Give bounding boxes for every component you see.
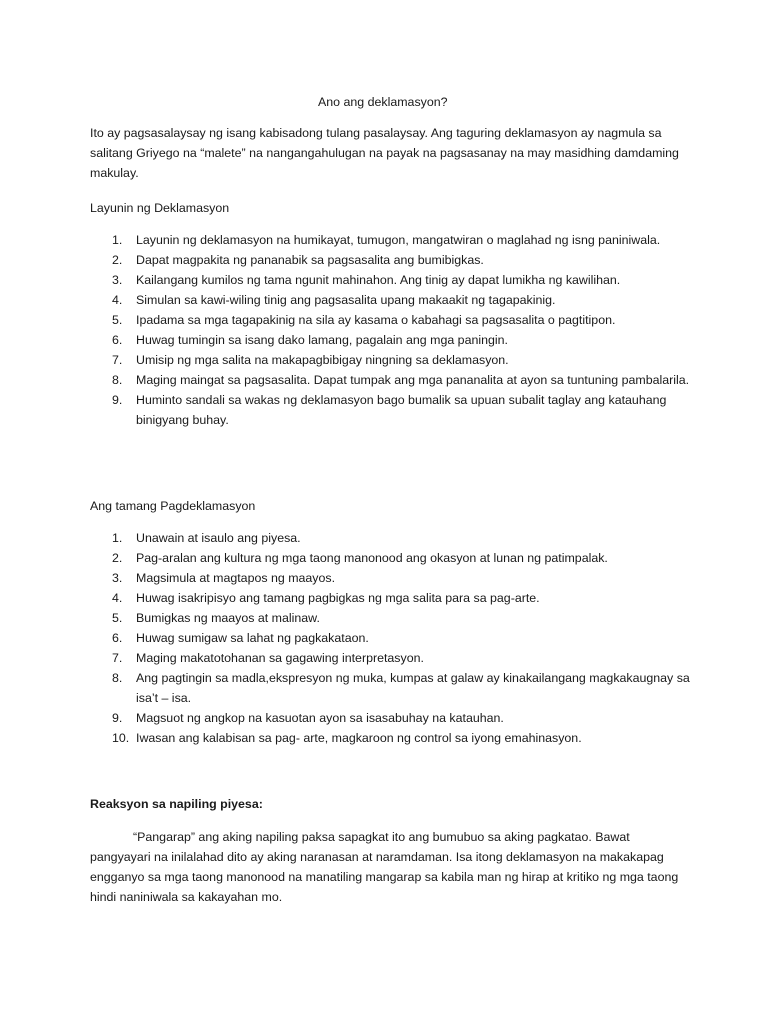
list-item <box>90 668 690 708</box>
list-number: 8. <box>112 671 123 685</box>
list-item <box>90 290 690 310</box>
list-number: 7. <box>112 651 123 665</box>
list-item <box>90 728 690 748</box>
list-item-text: Huwag isakripisyo ang tamang pagbigkas ng mga salita para sa pag-arte. <box>136 591 540 605</box>
list-number: 6. <box>112 631 123 645</box>
list-item <box>90 628 690 648</box>
list-number: 6. <box>112 333 123 347</box>
list-item <box>90 548 690 568</box>
document-title: Ano ang deklamasyon? <box>318 95 448 109</box>
layunin-list <box>90 230 690 430</box>
intro-paragraph: Ito ay pagsasalaysay ng isang kabisadong tulang pasalaysay. Ang taguring deklamasyon ay nagmula sa salitang Griyego na “malete” na nangangahulugan na payak na pagsasanay na may masidhing damdaming makulay. <box>90 126 679 180</box>
list-item-text: Bumigkas ng maayos at malinaw. <box>136 611 320 625</box>
list-number: 1. <box>112 233 123 247</box>
list-item-text: Ang pagtingin sa madla,ekspresyon ng muka, kumpas at galaw ay kinakailangang magkakaugnay sa isa’t – isa. <box>136 671 690 705</box>
list-item <box>90 390 690 430</box>
list-item-text: Unawain at isaulo ang piyesa. <box>136 531 301 545</box>
list-number: 2. <box>112 551 123 565</box>
list-item <box>90 310 690 330</box>
list-item <box>90 250 690 270</box>
list-item <box>90 648 690 668</box>
list-item <box>90 230 690 250</box>
list-item <box>90 588 690 608</box>
list-number: 1. <box>112 531 123 545</box>
list-number: 3. <box>112 571 123 585</box>
list-number: 5. <box>112 313 123 327</box>
list-item <box>90 568 690 588</box>
list-item-text: Huminto sandali sa wakas ng deklamasyon bago bumalik sa upuan subalit taglay ang katauhang binigyang buhay. <box>136 393 667 427</box>
list-item-text: Ipadama sa mga tagapakinig na sila ay kasama o kabahagi sa pagsasalita o pagtitipon. <box>136 313 616 327</box>
list-number: 10. <box>112 731 130 745</box>
list-number: 8. <box>112 373 123 387</box>
list-item-text: Maging makatotohanan sa gagawing interpretasyon. <box>136 651 424 665</box>
tamang-heading: Ang tamang Pagdeklamasyon <box>90 499 256 513</box>
list-number: 3. <box>112 273 123 287</box>
list-item <box>90 708 690 728</box>
tamang-list <box>90 528 690 748</box>
list-item-text: Umisip ng mga salita na makapagbibigay ningning sa deklamasyon. <box>136 353 509 367</box>
list-number: 7. <box>112 353 123 367</box>
list-item <box>90 330 690 350</box>
list-item <box>90 270 690 290</box>
list-item-text: Dapat magpakita ng pananabik sa pagsasalita ang bumibigkas. <box>136 253 484 267</box>
list-item <box>90 370 690 390</box>
list-item <box>90 528 690 548</box>
list-number: 4. <box>112 591 123 605</box>
list-item <box>90 608 690 628</box>
list-item-text: Magsuot ng angkop na kasuotan ayon sa isasabuhay na katauhan. <box>136 711 504 725</box>
list-item-text: Layunin ng deklamasyon na humikayat, tumugon, mangatwiran o maglahad ng isng paniniwala. <box>136 233 661 247</box>
list-number: 9. <box>112 393 123 407</box>
reaksyon-paragraph: “Pangarap” ang aking napiling paksa sapagkat ito ang bumubuo sa aking pagkatao. Bawat pangyayari na inilalahad dito ay aking naranasan at naramdaman. Isa itong deklamasyon na makakapag engganyo sa mga taong manonood na manatiling mangarap sa kabila man ng hirap at kritiko ng mga taong hindi naniniwala sa kakayahan mo. <box>90 830 679 904</box>
list-item-text: Huwag tumingin sa isang dako lamang, pagalain ang mga paningin. <box>136 333 508 347</box>
list-item-text: Simulan sa kawi-wiling tinig ang pagsasalita upang makaakit ng tagapakinig. <box>136 293 556 307</box>
reaksyon-heading: Reaksyon sa napiling piyesa: <box>90 797 263 811</box>
list-number: 9. <box>112 711 123 725</box>
list-item <box>90 350 690 370</box>
list-number: 4. <box>112 293 123 307</box>
list-item-text: Kailangang kumilos ng tama ngunit mahinahon. Ang tinig ay dapat lumikha ng kawilihan. <box>136 273 621 287</box>
list-number: 2. <box>112 253 123 267</box>
list-item-text: Huwag sumigaw sa lahat ng pagkakataon. <box>136 631 369 645</box>
list-item-text: Magsimula at magtapos ng maayos. <box>136 571 336 585</box>
list-item-text: Iwasan ang kalabisan sa pag- arte, magkaroon ng control sa iyong emahinasyon. <box>136 731 582 745</box>
list-item-text: Pag-aralan ang kultura ng mga taong manonood ang okasyon at lunan ng patimpalak. <box>136 551 608 565</box>
list-number: 5. <box>112 611 123 625</box>
layunin-heading: Layunin ng Deklamasyon <box>90 201 230 215</box>
list-item-text: Maging maingat sa pagsasalita. Dapat tumpak ang mga pananalita at ayon sa tuntuning pambalarila. <box>136 373 690 387</box>
